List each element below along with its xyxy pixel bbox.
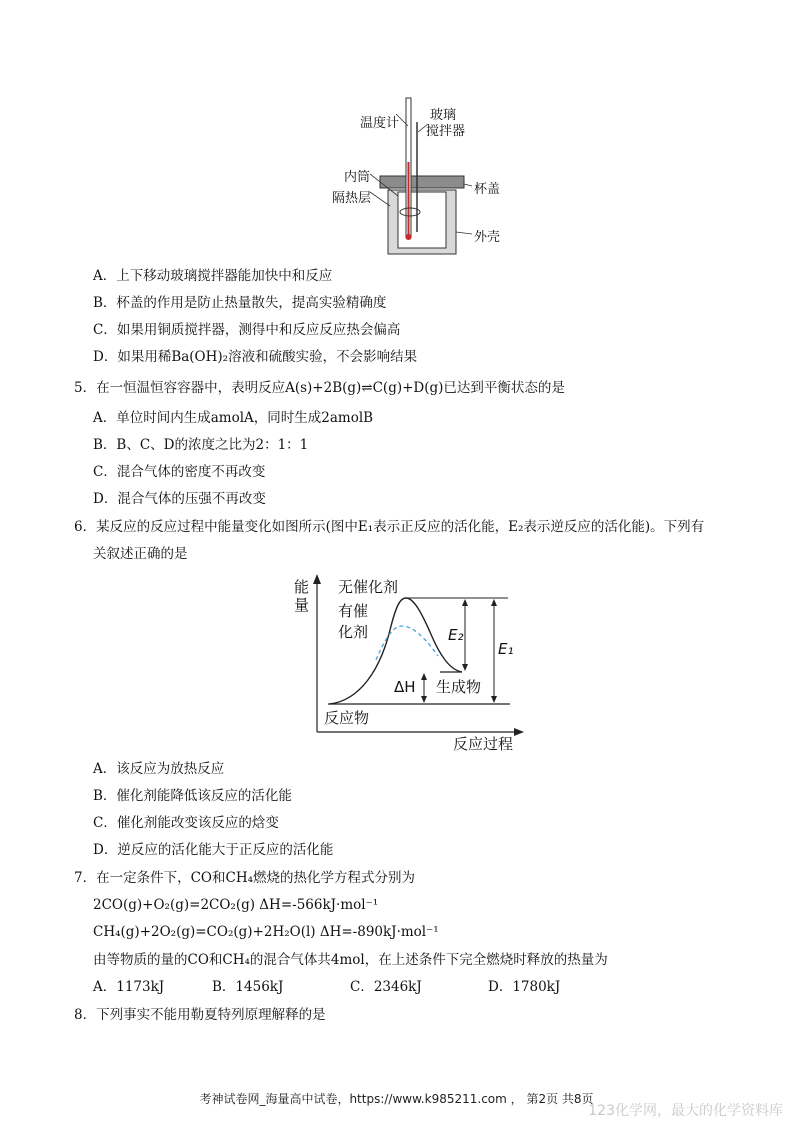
q7-option-a: A．1173kJ xyxy=(93,979,165,995)
q7-option-c: C．2346kJ xyxy=(350,979,422,995)
thermometer-label: 温度计 xyxy=(360,116,400,131)
inner-cup-label: 内筒 xyxy=(344,170,371,185)
q7-equation-1: 2CO(g)+O₂(g)=2CO₂(g) ΔH=-566kJ·mol⁻¹ xyxy=(93,897,379,913)
lid-label: 杯盖 xyxy=(474,182,501,197)
q5-option-d: D．混合气体的压强不再改变 xyxy=(93,491,266,507)
q5-stem: 5．在一恒温恒容容器中，表明反应A(s)+2B(g)⇌C(g)+D(g)已达到平衡状态的是 xyxy=(74,380,565,396)
with-catalyst-label-1: 有催 xyxy=(338,602,369,620)
watermark: 123化学网，最大的化学资料库 xyxy=(588,1103,783,1119)
q5-option-b: B．B、C、D的浓度之比为2：1：1 xyxy=(93,437,309,453)
q6-option-d: D．逆反应的活化能大于正反应的活化能 xyxy=(93,842,334,858)
y-label-1: 能 xyxy=(294,578,310,596)
x-axis-label: 反应过程 xyxy=(453,735,514,753)
x-axis-arrow xyxy=(514,728,524,736)
stirrer-label-1: 玻璃 xyxy=(430,108,457,123)
q4-option-d: D．如果用稀Ba(OH)₂溶液和硫酸实验，不会影响结果 xyxy=(93,349,418,365)
q8-stem: 8．下列事实不能用勒夏特列原理解释的是 xyxy=(74,1007,326,1023)
dh-label: ΔH xyxy=(394,678,416,696)
catalyzed-curve xyxy=(376,626,438,660)
energy-diagram xyxy=(290,570,530,755)
q6-stem-line2: 关叙述正确的是 xyxy=(93,546,188,562)
q7-stem: 7．在一定条件下，CO和CH₄燃烧的热化学方程式分别为 xyxy=(74,870,415,886)
q7-option-b: B．1456kJ xyxy=(212,979,284,995)
calorimeter-figure xyxy=(330,92,500,262)
stirrer-label-2: 搅拌器 xyxy=(426,124,466,139)
products-label: 生成物 xyxy=(436,678,482,696)
q6-stem-line1: 6．某反应的反应过程中能量变化如图所示(图中E₁表示正反应的活化能，E₂表示逆反应的活化能)。下列有 xyxy=(74,519,705,535)
insulation-label: 隔热层 xyxy=(332,191,372,206)
shell-label: 外壳 xyxy=(474,230,501,245)
y-label-2: 量 xyxy=(294,596,310,614)
q5-option-c: C．混合气体的密度不再改变 xyxy=(93,464,266,480)
q7-option-d: D．1780kJ xyxy=(488,979,561,995)
page-footer: 考神试卷网_海量高中试卷，https://www.k985211.com ， 第2页 共8页 xyxy=(199,1092,594,1106)
q4-option-a: A．上下移动玻璃搅拌器能加快中和反应 xyxy=(93,268,333,284)
with-catalyst-label-2: 化剂 xyxy=(338,623,369,641)
q6-option-b: B．催化剂能降低该反应的活化能 xyxy=(93,788,292,804)
q7-question: 由等物质的量的CO和CH₄的混合气体共4mol，在上述条件下完全燃烧时释放的热量为 xyxy=(93,952,608,968)
q4-option-b: B．杯盖的作用是防止热量散失，提高实验精确度 xyxy=(93,295,387,311)
q6-option-c: C．催化剂能改变该反应的焓变 xyxy=(93,815,279,831)
q6-option-a: A．该反应为放热反应 xyxy=(93,761,225,777)
y-axis-arrow xyxy=(313,574,321,584)
reactants-label: 反应物 xyxy=(324,709,370,727)
e1-label: E₁ xyxy=(498,640,514,658)
q4-option-c: C．如果用铜质搅拌器，测得中和反应反应热会偏高 xyxy=(93,322,401,338)
q5-option-a: A．单位时间内生成amolA，同时生成2amolB xyxy=(93,410,374,426)
q7-equation-2: CH₄(g)+2O₂(g)=CO₂(g)+2H₂O(l) ΔH=-890kJ·mol⁻¹ xyxy=(93,924,439,940)
no-catalyst-label: 无催化剂 xyxy=(338,578,399,596)
e2-label: E₂ xyxy=(448,626,464,644)
